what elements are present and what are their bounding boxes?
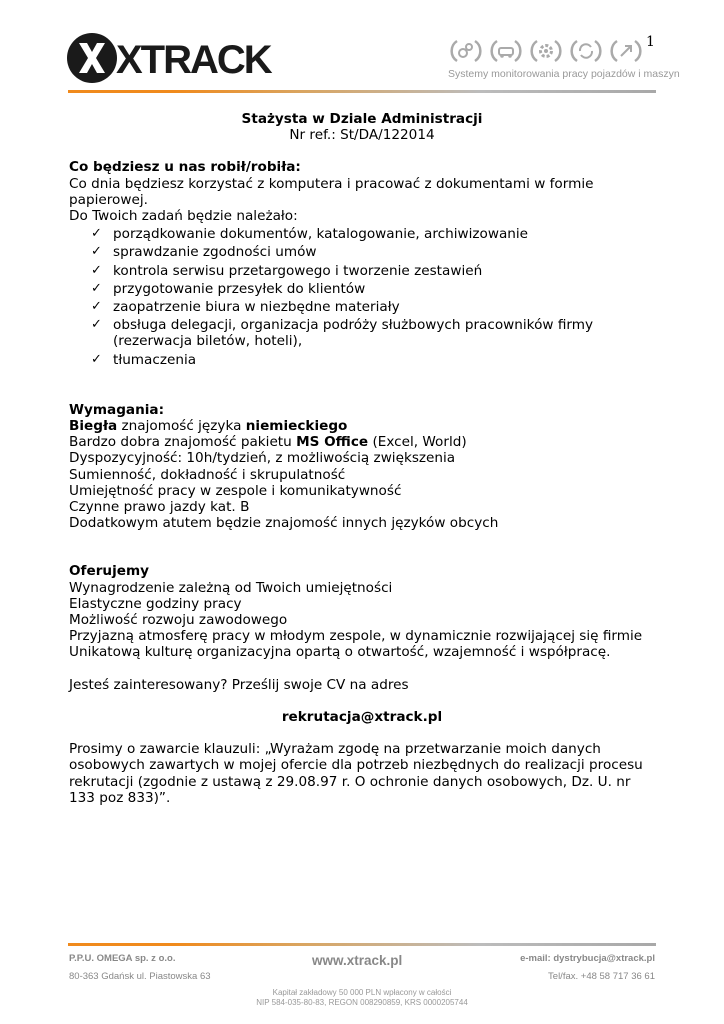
list-item: ✓ tłumaczenia <box>91 351 197 368</box>
header-divider <box>68 90 656 93</box>
checkmark-icon: ✓ <box>91 317 102 333</box>
offer-item: Unikatową kulturę organizacyjna opartą o otwartość, wzajemność i współpracę. <box>69 644 611 661</box>
duties-lead: Do Twoich zadań będzie należało: <box>69 208 298 225</box>
checkmark-icon: ✓ <box>91 280 102 296</box>
checkmark-icon: ✓ <box>91 244 102 260</box>
service-icons <box>451 36 657 68</box>
requirement-item: Dyspozycyjność: 10h/tydzień, z możliwością zwiększenia <box>69 450 456 467</box>
xtrack-logo <box>66 30 271 86</box>
footer-divider <box>68 943 656 946</box>
contact-email-link[interactable]: rekrutacja@xtrack.pl <box>281 708 443 725</box>
list-item: ✓ obsługa delegacji, organizacja podróży służbowych pracowników firmy (rezerwacja biletów, hoteli), <box>91 317 594 350</box>
offer-item: Elastyczne godziny pracy <box>69 595 242 612</box>
requirement-item: Czynne prawo jazdy kat. B <box>69 499 250 516</box>
requirement-office: Bardzo dobra znajomość pakietu MS Office (Excel, World) <box>69 434 467 451</box>
company-tagline: Systemy monitorowania pracy pojazdów i maszyn <box>448 68 680 80</box>
contact-question: Jesteś zainteresowany? Prześlij swoje CV na adres <box>69 676 409 693</box>
requirements-heading: Wymagania: <box>69 401 165 418</box>
list-item: ✓ zaopatrzenie biura w niezbędne materiały <box>91 299 400 316</box>
checkmark-icon: ✓ <box>91 262 102 278</box>
duties-list <box>69 226 655 368</box>
duties-intro: Co dnia będziesz korzystać z komputera i pracować z dokumentami w formie papierowej. <box>69 175 594 208</box>
list-item: ✓ kontrola serwisu przetargowego i tworzenie zestawień <box>91 262 483 279</box>
signal-icon <box>611 36 641 66</box>
footer-company: P.P.U. OMEGA sp. z o.o. <box>69 953 176 964</box>
list-item: ✓ porządkowanie dokumentów, katalogowanie, archiwizowanie <box>91 226 529 243</box>
checkmark-icon: ✓ <box>91 299 102 315</box>
requirement-item: Dodatkowym atutem będzie znajomość innych języków obcych <box>69 515 499 532</box>
footer-address: 80-363 Gdańsk ul. Piastowska 63 <box>69 971 211 982</box>
gears-icon <box>451 36 481 66</box>
page-number: 1 <box>646 34 655 50</box>
offer-item: Możliwość rozwoju zawodowego <box>69 612 288 629</box>
footer-registry: NIP 584-035-80-83, REGON 008290859, KRS 0000205744 <box>256 998 468 1007</box>
duties-heading: Co będziesz u nas robił/robiła: <box>69 159 301 176</box>
offer-item: Wynagrodzenie zależną od Twoich umiejętności <box>69 579 393 596</box>
job-title: Stażysta w Dziale Administracji <box>241 111 483 127</box>
list-item: ✓ sprawdzanie zgodności umów <box>91 244 317 261</box>
job-offer-body <box>69 111 655 806</box>
footer-telfax: Tel/fax. +48 58 717 36 61 <box>548 971 655 982</box>
footer-email-link[interactable]: e-mail: dystrybucja@xtrack.pl <box>520 953 655 964</box>
job-ref: Nr ref.: St/DA/122014 <box>289 127 435 144</box>
logo-text: XTRACK <box>116 38 271 82</box>
checkmark-icon: ✓ <box>91 226 102 242</box>
footer-website-link[interactable]: www.xtrack.pl <box>312 953 403 968</box>
checkmark-icon: ✓ <box>91 351 102 367</box>
gdpr-clause: Prosimy o zawarcie klauzuli: „Wyrażam zgodę na przetwarzanie moich danych osobowych zawartych w mojej ofercie dla potrzeb niezbędnych do realizacji procesu rekrutacji (zgodnie z ustawą z 29.08.97 r. O ochronie danych osobowych, Dz. U. nr 133 poz 833)”. <box>69 741 643 806</box>
requirement-item: Umiejętność pracy w zespole i komunikatywność <box>69 482 402 499</box>
footer-capital: Kapitał zakładowy 50 000 PLN wpłacony w całości <box>272 988 452 997</box>
offer-item: Przyjazną atmosferę pracy w młodym zespole, w dynamicznie rozwijającej się firmie <box>69 628 643 645</box>
offer-heading: Oferujemy <box>69 563 149 580</box>
refresh-icon <box>571 36 601 66</box>
vehicle-icon <box>491 36 521 66</box>
requirement-item: Sumienność, dokładność i skrupulatność <box>69 466 346 483</box>
requirement-language: Biegła znajomość języka niemieckiego <box>69 418 348 435</box>
gear-icon <box>531 36 561 66</box>
list-item: ✓ przygotowanie przesyłek do klientów <box>91 280 366 297</box>
